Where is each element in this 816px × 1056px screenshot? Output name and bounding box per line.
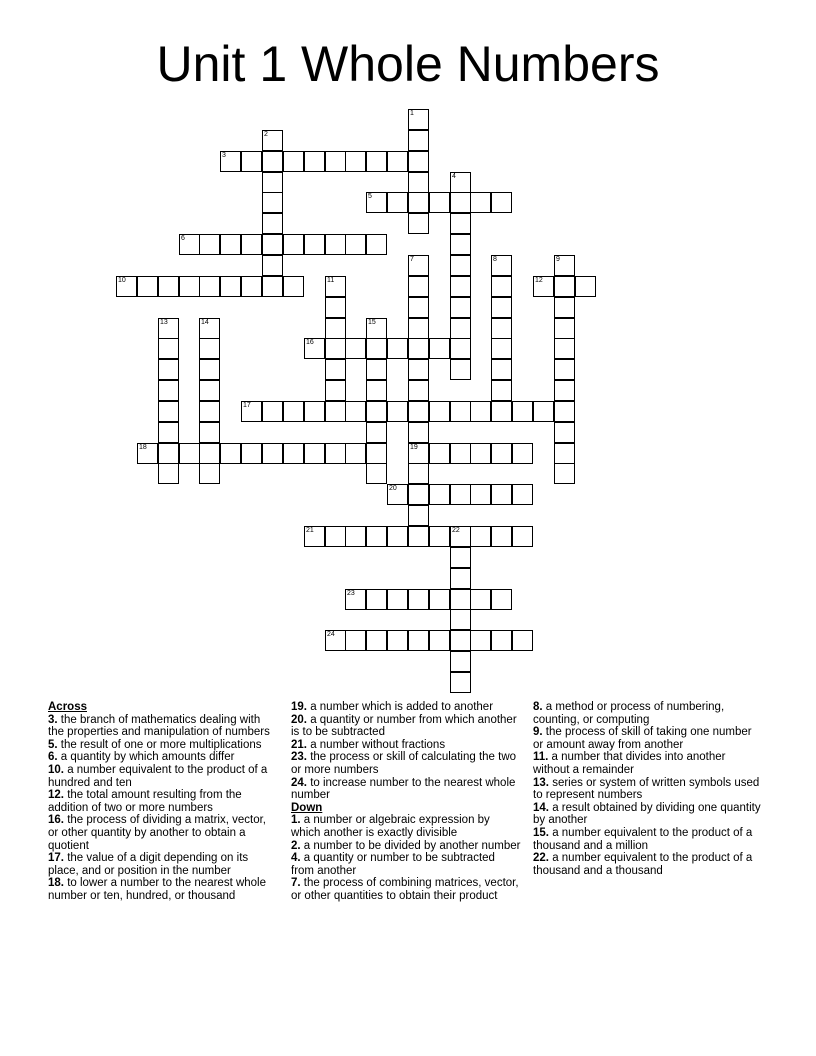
clue-item: 17. the value of a digit depending on its place, and or position in the number [48, 852, 249, 877]
grid-cell[interactable] [220, 234, 241, 255]
grid-cell[interactable] [262, 401, 283, 422]
grid-cell[interactable] [554, 422, 575, 443]
grid-cell[interactable] [366, 151, 387, 172]
clue-number: 21 [306, 527, 314, 534]
grid-cell[interactable] [387, 630, 408, 651]
clue-item: 3. the branch of mathematics dealing with the properties and manipulation of numbers [48, 713, 270, 739]
grid-cell[interactable] [450, 401, 471, 422]
grid-cell[interactable] [325, 234, 346, 255]
grid-cell[interactable] [199, 380, 220, 401]
grid-cell[interactable] [408, 213, 429, 234]
grid-cell[interactable] [408, 589, 429, 610]
grid-cell[interactable] [429, 484, 450, 505]
grid-cell[interactable] [366, 463, 387, 484]
clue-number: 22 [452, 527, 460, 534]
grid-cell[interactable] [199, 338, 220, 359]
grid-cell[interactable] [512, 526, 533, 547]
grid-cell[interactable] [179, 276, 200, 297]
grid-cell[interactable] [554, 463, 575, 484]
down-header: Down [291, 801, 323, 814]
grid-cell[interactable] [491, 276, 512, 297]
grid-cell[interactable] [325, 276, 346, 297]
clue-number: 24 [327, 631, 335, 638]
grid-cell[interactable] [283, 401, 304, 422]
grid-cell[interactable] [366, 526, 387, 547]
grid-cell[interactable] [345, 338, 366, 359]
grid-cell[interactable] [491, 338, 512, 359]
down-clue-list [291, 814, 521, 902]
grid-cell[interactable] [429, 192, 450, 213]
grid-cell[interactable] [429, 443, 450, 464]
clue-item: 14. a result obtained by dividing one quantity by another [533, 801, 761, 827]
grid-cell[interactable] [199, 463, 220, 484]
grid-cell[interactable] [366, 401, 387, 422]
grid-cell[interactable] [241, 276, 262, 297]
clue-item-number: 18. [48, 877, 64, 890]
grid-cell[interactable] [450, 443, 471, 464]
clue-item: 11. a number that divides into another without a remainder [533, 751, 726, 776]
across-clue-list-continued [291, 701, 521, 802]
grid-cell[interactable] [158, 463, 179, 484]
grid-cell[interactable] [325, 443, 346, 464]
clue-item-number: 16. [48, 814, 64, 827]
grid-cell[interactable] [408, 109, 429, 130]
grid-cell[interactable] [408, 151, 429, 172]
grid-cell[interactable] [450, 484, 471, 505]
grid-cell[interactable] [262, 172, 283, 193]
grid-cell[interactable] [512, 484, 533, 505]
clue-item-number: 21. [291, 738, 307, 751]
grid-cell[interactable] [387, 151, 408, 172]
grid-cell[interactable] [158, 318, 179, 339]
grid-cell[interactable] [366, 630, 387, 651]
clue-item: 24. to increase number to the nearest whole number [291, 776, 516, 802]
grid-cell[interactable] [345, 234, 366, 255]
down-clue-list-continued [533, 701, 763, 877]
grid-cell[interactable] [387, 484, 408, 505]
grid-cell[interactable] [325, 380, 346, 401]
grid-cell[interactable] [137, 276, 158, 297]
grid-cell[interactable] [408, 443, 429, 464]
clue-number: 20 [389, 485, 397, 492]
clue-item-number: 23. [291, 751, 307, 764]
clue-item: 1. a number or algebraic expression by which another is exactly divisible [291, 814, 490, 839]
grid-cell[interactable] [158, 359, 179, 380]
grid-cell[interactable] [325, 318, 346, 339]
clue-number: 15 [368, 319, 376, 326]
clue-item: 10. a number equivalent to the product of a hundred and ten [48, 763, 268, 789]
clue-item-number: 20. [291, 713, 307, 726]
clue-item-number: 12. [48, 789, 64, 802]
clue-item: 18. to lower a number to the nearest whole number or ten, hundred, or thousand [48, 877, 267, 902]
grid-cell[interactable] [429, 589, 450, 610]
clue-number: 1 [410, 110, 414, 117]
grid-cell[interactable] [262, 213, 283, 234]
grid-cell[interactable] [408, 130, 429, 151]
grid-cell[interactable] [554, 255, 575, 276]
grid-cell[interactable] [450, 213, 471, 234]
grid-cell[interactable] [450, 651, 471, 672]
grid-cell[interactable] [450, 172, 471, 193]
clue-number: 14 [201, 319, 209, 326]
grid-cell[interactable] [366, 443, 387, 464]
grid-cell[interactable] [554, 338, 575, 359]
clues-column-3 [533, 701, 763, 877]
grid-cell[interactable] [491, 630, 512, 651]
grid-cell[interactable] [262, 130, 283, 151]
grid-cell[interactable] [366, 192, 387, 213]
grid-cell[interactable] [137, 443, 158, 464]
clue-item-number: 3. [48, 713, 58, 726]
clue-number: 4 [452, 173, 456, 180]
grid-cell[interactable] [450, 192, 471, 213]
grid-cell[interactable] [408, 359, 429, 380]
grid-cell[interactable] [325, 297, 346, 318]
grid-cell[interactable] [512, 630, 533, 651]
grid-cell[interactable] [470, 589, 491, 610]
clue-number: 3 [222, 152, 226, 159]
grid-cell[interactable] [470, 443, 491, 464]
clue-number: 19 [410, 444, 418, 451]
grid-cell[interactable] [304, 338, 325, 359]
clue-item: 13. series or system of written symbols used to represent numbers [533, 776, 760, 802]
grid-cell[interactable] [199, 234, 220, 255]
grid-cell[interactable] [429, 401, 450, 422]
grid-cell[interactable] [450, 609, 471, 630]
grid-cell[interactable] [241, 401, 262, 422]
clue-item-number: 10. [48, 763, 64, 776]
grid-cell[interactable] [408, 401, 429, 422]
clue-item-number: 19. [291, 701, 307, 713]
grid-cell[interactable] [450, 234, 471, 255]
grid-cell[interactable] [450, 276, 471, 297]
grid-cell[interactable] [387, 526, 408, 547]
grid-cell[interactable] [220, 151, 241, 172]
grid-cell[interactable] [533, 401, 554, 422]
grid-cell[interactable] [554, 318, 575, 339]
clue-item-number: 14. [533, 801, 549, 814]
clue-item-number: 4. [291, 852, 301, 865]
grid-cell[interactable] [345, 401, 366, 422]
grid-cell[interactable] [116, 276, 137, 297]
grid-cell[interactable] [262, 443, 283, 464]
grid-cell[interactable] [366, 234, 387, 255]
grid-cell[interactable] [408, 318, 429, 339]
clue-number: 8 [493, 256, 497, 263]
clue-number: 11 [327, 277, 335, 284]
clue-number: 9 [556, 256, 560, 263]
grid-cell[interactable] [408, 463, 429, 484]
grid-cell[interactable] [179, 443, 200, 464]
clue-item-number: 13. [533, 776, 549, 789]
grid-cell[interactable] [345, 630, 366, 651]
grid-cell[interactable] [345, 443, 366, 464]
grid-cell[interactable] [325, 338, 346, 359]
grid-cell[interactable] [491, 484, 512, 505]
clue-item-number: 15. [533, 826, 549, 839]
grid-cell[interactable] [491, 318, 512, 339]
grid-cell[interactable] [429, 526, 450, 547]
grid-cell[interactable] [408, 380, 429, 401]
clue-number: 23 [347, 590, 355, 597]
grid-cell[interactable] [408, 422, 429, 443]
grid-cell[interactable] [199, 422, 220, 443]
grid-cell[interactable] [158, 380, 179, 401]
grid-cell[interactable] [179, 234, 200, 255]
grid-cell[interactable] [470, 484, 491, 505]
clue-item: 7. the process of combining matrices, vector, or other quantities to obtain their product [291, 877, 519, 902]
grid-cell[interactable] [491, 192, 512, 213]
clue-item-number: 2. [291, 839, 301, 852]
clue-number: 5 [368, 193, 372, 200]
grid-cell[interactable] [554, 401, 575, 422]
grid-cell[interactable] [491, 255, 512, 276]
clue-item: 16. the process of dividing a matrix, vector, or other quantity by another to obtain a quotient [48, 814, 266, 852]
grid-cell[interactable] [408, 192, 429, 213]
clue-item: 9. the process of skill of taking one number or amount away from another [533, 726, 752, 751]
clue-item: 20. a quantity or number from which another is to be subtracted [291, 713, 517, 739]
grid-cell[interactable] [408, 297, 429, 318]
clue-item: 5. the result of one or more multiplications [48, 738, 262, 751]
clue-number: 17 [243, 402, 251, 409]
clue-number: 10 [118, 277, 126, 284]
grid-cell[interactable] [450, 589, 471, 610]
grid-cell[interactable] [345, 526, 366, 547]
grid-cell[interactable] [158, 422, 179, 443]
grid-cell[interactable] [408, 526, 429, 547]
clue-item: 22. a number equivalent to the product of a thousand and a thousand [533, 852, 753, 877]
grid-cell[interactable] [366, 589, 387, 610]
grid-cell[interactable] [408, 338, 429, 359]
grid-cell[interactable] [450, 297, 471, 318]
grid-cell[interactable] [366, 359, 387, 380]
grid-cell[interactable] [387, 589, 408, 610]
grid-cell[interactable] [512, 401, 533, 422]
page-title: Unit 1 Whole Numbers [156, 36, 660, 92]
clue-item-number: 5. [48, 738, 58, 751]
grid-cell[interactable] [470, 526, 491, 547]
grid-cell[interactable] [262, 151, 283, 172]
grid-cell[interactable] [262, 255, 283, 276]
grid-cell[interactable] [220, 443, 241, 464]
grid-cell[interactable] [387, 401, 408, 422]
grid-cell[interactable] [450, 630, 471, 651]
grid-cell[interactable] [304, 526, 325, 547]
grid-cell[interactable] [491, 401, 512, 422]
clue-item-number: 17. [48, 852, 64, 865]
grid-cell[interactable] [470, 630, 491, 651]
grid-cell[interactable] [450, 526, 471, 547]
grid-cell[interactable] [283, 234, 304, 255]
grid-cell[interactable] [450, 359, 471, 380]
grid-cell[interactable] [554, 359, 575, 380]
grid-cell[interactable] [491, 589, 512, 610]
grid-cell[interactable] [345, 589, 366, 610]
grid-cell[interactable] [491, 359, 512, 380]
grid-cell[interactable] [158, 443, 179, 464]
grid-cell[interactable] [199, 401, 220, 422]
clue-item: 8. a method or process of numbering, counting, or computing [533, 701, 725, 726]
grid-cell[interactable] [450, 672, 471, 693]
grid-cell[interactable] [575, 276, 596, 297]
grid-cell[interactable] [408, 630, 429, 651]
grid-cell[interactable] [366, 422, 387, 443]
grid-cell[interactable] [199, 276, 220, 297]
grid-cell[interactable] [283, 151, 304, 172]
grid-cell[interactable] [262, 234, 283, 255]
grid-cell[interactable] [199, 318, 220, 339]
grid-cell[interactable] [345, 151, 366, 172]
grid-cell[interactable] [554, 380, 575, 401]
clue-item-number: 8. [533, 701, 543, 713]
across-header: Across [48, 701, 87, 713]
clue-number: 7 [410, 256, 414, 263]
grid-cell[interactable] [491, 380, 512, 401]
clue-number: 13 [160, 319, 168, 326]
grid-cell[interactable] [262, 276, 283, 297]
clue-item-number: 24. [291, 776, 307, 789]
grid-cell[interactable] [408, 172, 429, 193]
clue-number: 16 [306, 339, 314, 346]
grid-cell[interactable] [158, 338, 179, 359]
clue-item: 15. a number equivalent to the product of a thousand and a million [533, 826, 753, 852]
grid-cell[interactable] [470, 401, 491, 422]
clue-number: 6 [181, 235, 185, 242]
clue-item-number: 11. [533, 751, 549, 764]
grid-cell[interactable] [450, 318, 471, 339]
grid-cell[interactable] [366, 380, 387, 401]
grid-cell[interactable] [366, 318, 387, 339]
grid-cell[interactable] [450, 338, 471, 359]
grid-cell[interactable] [408, 255, 429, 276]
grid-cell[interactable] [554, 297, 575, 318]
grid-cell[interactable] [408, 505, 429, 526]
clue-item-number: 22. [533, 852, 549, 865]
clue-number: 18 [139, 444, 147, 451]
grid-cell[interactable] [366, 338, 387, 359]
clue-item-number: 9. [533, 726, 543, 739]
grid-cell[interactable] [491, 526, 512, 547]
grid-cell[interactable] [304, 234, 325, 255]
grid-cell[interactable] [262, 192, 283, 213]
grid-cell[interactable] [325, 151, 346, 172]
grid-cell[interactable] [450, 547, 471, 568]
clue-number: 12 [535, 277, 543, 284]
grid-cell[interactable] [512, 443, 533, 464]
grid-cell[interactable] [304, 151, 325, 172]
grid-cell[interactable] [387, 192, 408, 213]
grid-cell[interactable] [429, 338, 450, 359]
grid-cell[interactable] [491, 297, 512, 318]
grid-cell[interactable] [325, 401, 346, 422]
grid-cell[interactable] [304, 443, 325, 464]
grid-cell[interactable] [325, 630, 346, 651]
grid-cell[interactable] [158, 276, 179, 297]
grid-cell[interactable] [158, 401, 179, 422]
grid-cell[interactable] [325, 359, 346, 380]
grid-cell[interactable] [199, 359, 220, 380]
grid-cell[interactable] [220, 276, 241, 297]
grid-cell[interactable] [491, 443, 512, 464]
grid-cell[interactable] [470, 192, 491, 213]
grid-cell[interactable] [554, 276, 575, 297]
clue-item: 2. a number to be divided by another number [291, 839, 521, 852]
clue-item: 4. a quantity or number to be subtracted from another [291, 852, 495, 877]
grid-cell[interactable] [408, 276, 429, 297]
clues-column-2 [291, 701, 521, 903]
clue-item-number: 1. [291, 814, 301, 827]
grid-cell[interactable] [283, 276, 304, 297]
clue-item-number: 6. [48, 751, 58, 764]
grid-cell[interactable] [533, 276, 554, 297]
grid-cell[interactable] [241, 234, 262, 255]
clue-item: 19. a number which is added to another [291, 701, 494, 713]
clue-item: 21. a number without fractions [291, 738, 446, 751]
clue-item-number: 7. [291, 877, 301, 890]
grid-cell[interactable] [387, 338, 408, 359]
grid-cell[interactable] [325, 526, 346, 547]
clue-number: 2 [264, 131, 268, 138]
clue-item: 6. a quantity by which amounts differ [48, 751, 235, 764]
clues-column-1 [48, 701, 276, 903]
grid-cell[interactable] [554, 443, 575, 464]
clue-item: 23. the process or skill of calculating the two or more numbers [291, 751, 517, 776]
grid-cell[interactable] [408, 484, 429, 505]
grid-cell[interactable] [450, 255, 471, 276]
grid-cell[interactable] [429, 630, 450, 651]
grid-cell[interactable] [304, 401, 325, 422]
grid-cell[interactable] [450, 568, 471, 589]
grid-cell[interactable] [199, 443, 220, 464]
across-clue-list [48, 714, 276, 903]
grid-cell[interactable] [241, 151, 262, 172]
grid-cell[interactable] [241, 443, 262, 464]
grid-cell[interactable] [283, 443, 304, 464]
clue-item: 12. the total amount resulting from the addition of two or more numbers [48, 789, 242, 814]
